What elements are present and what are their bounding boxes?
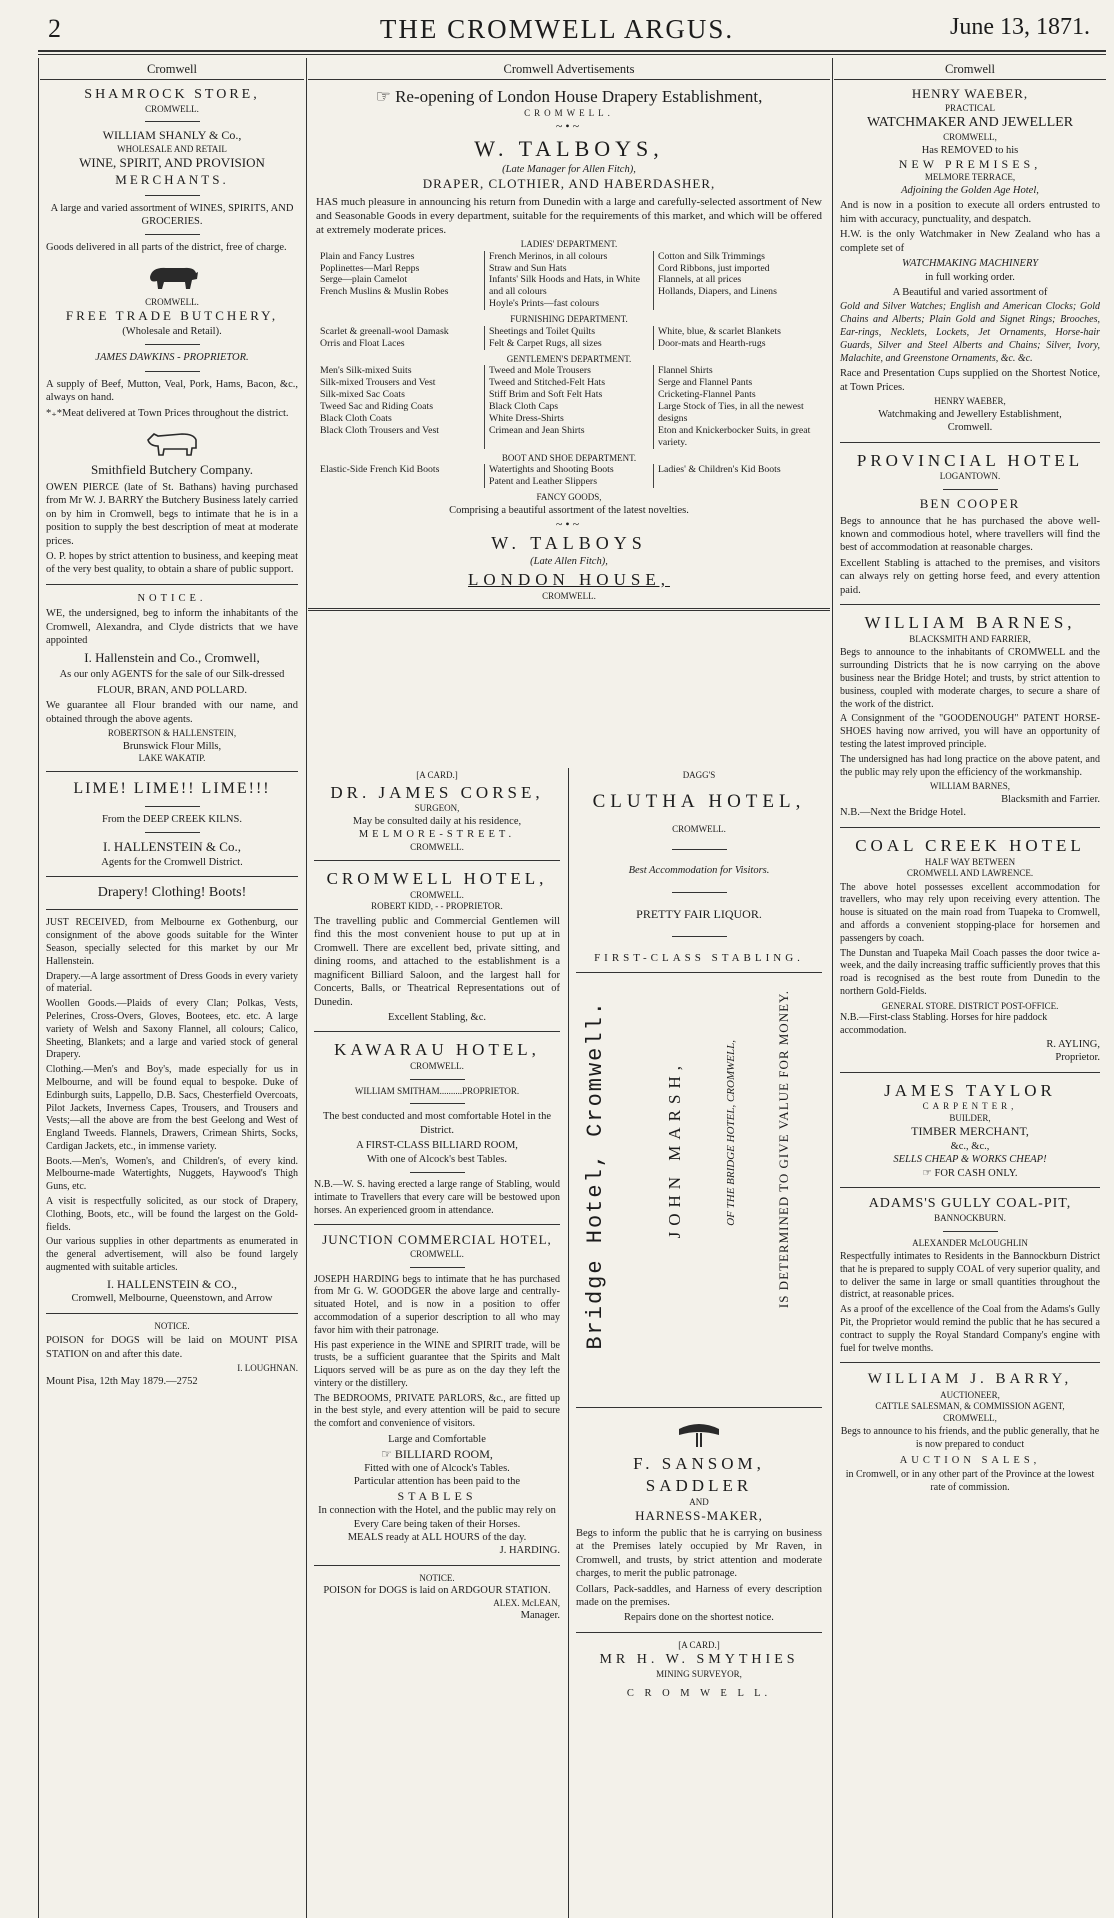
goods-line: FLOUR, BRAN, AND POLLARD.	[97, 684, 247, 696]
ad-body: Excellent Stabling is attached to the premises, and visitors can always rely on getting horse feed, and every attention paid.	[840, 557, 1100, 596]
ad-title: Bridge Hotel, Cromwell.	[583, 1000, 608, 1350]
ad-title: Drapery! Clothing! Boots!	[97, 885, 247, 901]
ad-body: Gold and Silver Watches; English and American Clocks; Gold Chains and Alberts; Plain Gold and Signet Rings; Brooches, Ear-rings, Necklets, Lockets, Jet Ornaments, Horse-hair Guards, Silver and Steel Alberts and Chains; Silver, Ivory, Malachite, and Greenstone Ornaments, &c. &c.	[840, 301, 1100, 364]
ad-title: WILLIAM BARNES,	[864, 613, 1076, 633]
ad-body: In connection with the Hotel, and the public may rely on	[318, 1505, 556, 1517]
ad-body: And is now in a position to execute all orders entrusted to him with accuracy, punctuality, and despatch.	[840, 200, 1100, 225]
ad-body: *₊*Meat delivered at Town Prices throughout the district.	[46, 407, 289, 419]
ad-body: JUST RECEIVED, from Melbourne ex Gothenburg, our consignment of the above goods suitable for the Winter Season, specially selected for this market by our Mr Hallenstein.	[46, 917, 298, 967]
ad-body: Watchmaking and Jewellery Establishment,	[878, 408, 1062, 420]
firm-name: ROBERTSON & HALLENSTEIN,	[107, 728, 237, 738]
furnishing-department: Scarlet & greenall-wool Damask Orris and Float Laces Sheetings and Toilet Quilts Felt & Carpet Rugs, all sizes White, blue, & scarlet Blankets Door-mats and Hearth-rugs	[316, 326, 822, 350]
ad-place: CROMWELL.	[145, 103, 199, 114]
proprietor-line: JAMES DAWKINS - PROPRIETOR.	[95, 352, 249, 364]
ad-place: C R O M W E L L.	[626, 1687, 772, 1699]
trade-line: BLACKSMITH AND FARRIER,	[909, 633, 1031, 644]
ad-title: JUNCTION COMMERCIAL HOTEL,	[322, 1232, 552, 1248]
ox-woodcut-icon	[142, 424, 202, 458]
ad-body: The Dunstan and Tuapeka Mail Coach passes the door twice a-week, and the daily increasing traffic sufficiently proves that this road is recognised as the best route from Dunedin to the northern Gold-Fields.	[840, 947, 1100, 997]
firm-name: I. HALLENSTEIN & Co.,	[103, 839, 241, 855]
bridge-hotel-ad	[576, 980, 822, 1400]
ad-body: Collars, Pack-saddles, and Harness of every description made on the premises.	[576, 1583, 822, 1609]
ornament: ~•~	[555, 517, 583, 532]
ad-subtitle: (Wholesale and Retail).	[122, 326, 222, 337]
ad-body: PRETTY FAIR LIQUOR.	[636, 906, 762, 921]
ad-place: CROMWELL,	[943, 1412, 997, 1423]
card-label: [A CARD.]	[678, 1639, 720, 1650]
ad-place: CROMWELL,	[943, 132, 997, 143]
ad-title: CROMWELL HOTEL,	[326, 869, 548, 889]
ad-subtitle: OF THE BRIDGE HOTEL, CROMWELL,	[725, 1040, 737, 1226]
ad-body: ☞ FOR CASH ONLY.	[922, 1167, 1018, 1179]
masthead-rule	[38, 50, 1106, 52]
ad-place: BANNOCKBURN.	[934, 1213, 1006, 1224]
ad-body: O. P. hopes by strict attention to business, and keeping meat of the very best quality, to obtain a share of public support.	[46, 551, 298, 576]
ad-place: CROMWELL.	[410, 889, 464, 900]
trade-line: MERCHANTS.	[115, 171, 229, 187]
ad-title: ADAMS'S GULLY COAL-PIT,	[868, 1196, 1072, 1212]
signature: J. HARDING.	[499, 1545, 560, 1557]
ad-title: HENRY WAEBER,	[911, 86, 1029, 101]
page-number: 2	[48, 14, 61, 43]
signature-role: Blacksmith and Farrier.	[1001, 793, 1100, 805]
ad-place: LAKE WAKATIP.	[138, 752, 206, 763]
ad-body: With one of Alcock's best Tables.	[367, 1153, 507, 1165]
ad-body: POISON for DOGS will be laid on MOUNT PISA STATION on and after this date.	[46, 1335, 298, 1360]
ad-title: KAWARAU HOTEL,	[334, 1040, 540, 1060]
ad-address: MELMORE TERRACE,	[924, 172, 1016, 183]
ad-title: Smithfield Butchery Company.	[91, 462, 253, 478]
firm-name: WILLIAM SHANLY & Co.,	[102, 128, 242, 143]
ad-body: Adjoining the Golden Age Hotel,	[901, 184, 1039, 196]
ad-body: Our various supplies in other departments as enumerated in the general advertisement, will also be found largely augmented with suitable articles.	[46, 1236, 298, 1274]
ad-body: Has REMOVED to his	[921, 144, 1019, 156]
ad-place: CROMWELL.	[410, 1061, 464, 1072]
ad-subtitle: (Late Manager for Allen Fitch),	[502, 163, 636, 175]
ad-subtitle: (Late Allen Fitch),	[530, 556, 608, 568]
ad-body: OWEN PIERCE (late of St. Bathans) having purchased from Mr W. J. BARRY the Butchery Business lately carried on by him in Cromwell, begs to intimate that he is in a position to supply the best description of meat at moderate prices.	[46, 481, 298, 547]
signature: R. AYLING,	[1046, 1038, 1100, 1050]
ad-body: Respectfully intimates to Residents in the Bannockburn District that he is prepared to supply COAL of very superior quality, and to deliver the same in large or small quantities throughout the district, at reasonable prices.	[840, 1251, 1100, 1301]
right-column	[834, 58, 1106, 1916]
middle-left-subcolumn	[308, 770, 566, 1623]
proprietor-name: ALEXANDER McLOUGHLIN	[912, 1237, 1028, 1248]
gentlemens-department: Men's Silk-mixed Suits Silk-mixed Trousers and Vest Silk-mixed Sac Coats Tweed Sac and Riding Coats Black Cloth Coats Black Cloth Trousers and Vest Tweed and Mole Trousers Tweed and Stitched-Felt Hats Stiff Brim and Soft Felt Hats Black Cloth Caps White Dress-Shirts Crimean and Jean Shirts Flannel Shirts Serge and Flannel Pants Cricketing-Flannel Pants Large Stock of Ties, in all the newest designs Eton and Knickerbocker Suits, in great variety.	[316, 365, 822, 449]
pointing-hand-icon: ☞	[375, 87, 396, 106]
ad-subtitle: Brunswick Flour Mills,	[122, 740, 222, 752]
ad-title: PROVINCIAL HOTEL	[856, 450, 1084, 470]
ad-body: Woollen Goods.—Plaids of every Clan; Polkas, Vests, Pelerines, Cross-Overs, Gloves, Bootees, etc. etc. A large variety of Welsh and Saxony Flannel, all colours; Calico, Sheeting, Blankets; and a large and varied stock of general Drapery.	[46, 998, 298, 1061]
ad-body: Fitted with one of Alcock's Tables.	[364, 1462, 510, 1474]
boot-department: Elastic-Side French Kid Boots Watertights and Shooting Boots Patent and Leather Slippers Ladies' & Children's Kid Boots	[316, 464, 822, 488]
trade-line: WATCHMAKER AND JEWELLER	[866, 115, 1074, 131]
ad-title: SHAMROCK STORE,	[84, 87, 260, 102]
ladies-department: Plain and Fancy Lustres Poplinettes—Marl Repps Serge—plain Camelot French Muslins & Muslin Robes French Merinos, in all colours Straw and Sun Hats Infants' Silk Hoods and Hats, in White and all colours Hoyle's Prints—fast colours Cotton and Silk Trimmings Cord Ribbons, just imported Flannels, at all prices Hollands, Diapers, and Linens	[316, 251, 822, 311]
ad-place: Cromwell.	[947, 422, 993, 434]
ad-body: POISON for DOGS is laid on ARDGOUR STATION.	[323, 1585, 551, 1597]
department-heading: GENTLEMEN'S DEPARTMENT.	[506, 353, 632, 364]
signature: WILLIAM BARNES,	[930, 781, 1010, 792]
ad-body: A large and varied assortment of WINES, SPIRITS, AND GROCERIES.	[50, 202, 294, 227]
ad-body: Begs to inform the public that he is carrying on business at the Premises lately occupied by Mr Raven, in Cromwell, and trusts, by strict attention and moderate charges, to merit the public patronage.	[576, 1527, 822, 1580]
department-heading: BOOT AND SHOE DEPARTMENT.	[501, 452, 637, 463]
notice-title: NOTICE.	[154, 1320, 190, 1331]
ad-body: NEW PREMISES,	[898, 157, 1042, 171]
ad-body: A FIRST-CLASS BILLIARD ROOM,	[356, 1140, 518, 1152]
ad-body: A Consignment of the "GOODENOUGH" PATENT HORSE-SHOES having now arrived, you will have an opportunity of testing the latest improved principle.	[840, 713, 1100, 750]
ad-subtitle: From the DEEP CREEK KILNS.	[102, 813, 242, 825]
ad-body: The best conducted and most comfortable Hotel in the District.	[322, 1111, 552, 1136]
signature-role: Proprietor.	[1055, 1052, 1100, 1064]
agent-name: I. Hallenstein and Co., Cromwell,	[84, 649, 260, 665]
ad-place: CROMWELL.	[145, 296, 199, 307]
ad-title: FREE TRADE BUTCHERY,	[65, 308, 279, 324]
ad-subtitle: PRACTICAL	[944, 102, 995, 113]
ad-body: His past experience in the WINE and SPIRIT trade, will be trusts, be a sufficient guarantee that the Spirits and Malt Liquors served will be as pure as on the day they left the vintery or the distillery.	[314, 1339, 560, 1389]
saddle-woodcut-icon	[669, 1415, 729, 1449]
ad-body: GENERAL STORE. DISTRICT POST-OFFICE.	[881, 1000, 1059, 1011]
ad-place: CROMWELL.	[542, 590, 596, 601]
signature: HENRY WAEBER,	[934, 396, 1006, 407]
ornament: ~•~	[555, 119, 583, 134]
ad-subtitle: CROMWELL AND LAWRENCE.	[906, 868, 1034, 879]
ad-title: MR H. W. SMYTHIES	[599, 1652, 799, 1668]
ad-body: STABLES	[397, 1488, 477, 1503]
ad-body: Goods delivered in all parts of the district, free of charge.	[46, 242, 287, 254]
masthead-rule-thin	[38, 54, 1106, 55]
column-divider	[306, 58, 307, 1918]
column-header: Cromwell Advertisements	[308, 58, 830, 80]
newspaper-title: THE CROMWELL ARGUS.	[379, 14, 735, 44]
trade-line: WINE, SPIRIT, AND PROVISION	[79, 155, 265, 171]
proprietor-name: BEN COOPER	[919, 495, 1021, 511]
ad-subtitle: AND	[689, 1496, 709, 1507]
trade-line: DRAPER, CLOTHIER, AND HABERDASHER,	[422, 176, 716, 192]
notice-title: NOTICE.	[137, 592, 207, 604]
ad-body: JOSEPH HARDING begs to intimate that he has purchased from Mr G. W. GOODGER the above large and centrally-situated Hotel, and is now in a position to offer accommodation of a superior description to all who may favor him with their patronage.	[314, 1273, 560, 1336]
ad-title: F. SANSOM, SADDLER	[633, 1454, 765, 1495]
ad-body: Best Accommodation for Visitors.	[628, 865, 770, 877]
proprietor-name: W. TALBOYS	[491, 533, 647, 554]
ad-body: H.W. is the only Watchmaker in New Zealand who has a complete set of	[840, 229, 1100, 254]
column-header: Cromwell	[40, 58, 304, 80]
signature: ALEX. McLEAN,	[493, 1597, 560, 1608]
ad-body: Every Care being taken of their Horses.	[353, 1518, 521, 1530]
trade-line: CARPENTER,	[922, 1101, 1018, 1112]
ad-body: HAS much pleasure in announcing his return from Dunedin with a large and carefully-selected assortment of New and Seasonable Goods in every department, suitable for the requirements of this market, and which will be offered at extremely moderate prices.	[316, 195, 822, 236]
column-divider	[38, 58, 39, 1918]
ad-body: As our only AGENTS for the sale of our Silk-dressed	[59, 669, 285, 681]
ad-address: MELMORE-STREET.	[358, 829, 516, 841]
ad-subtitle: AUCTIONEER,	[940, 1389, 1000, 1400]
department-heading: FANCY GOODS,	[536, 492, 602, 503]
ad-body: The above hotel possesses excellent accommodation for travellers, who may rely upon receiving every attention. The house is situated on the main road from Tuapeka to Cromwell, and affords a convenient stopping-place for horsemen and passengers by coach.	[840, 881, 1100, 944]
ad-subtitle: DAGG'S	[682, 770, 716, 780]
ad-body: May be consulted daily at his residence,	[352, 815, 522, 827]
ad-body: We guarantee all Flour branded with our name, and obtained through the above agents.	[46, 700, 298, 725]
ad-place: CROMWELL.	[672, 823, 726, 834]
ad-body: in Cromwell, or in any other part of the Province at the lowest rate of commission.	[845, 1469, 1095, 1494]
ad-body: N.B.—Next the Bridge Hotel.	[840, 807, 966, 819]
ad-title: COAL CREEK HOTEL	[855, 835, 1085, 855]
ad-title: WILLIAM J. BARRY,	[867, 1371, 1073, 1388]
ad-body: in full working order.	[925, 271, 1015, 283]
proprietor-line: ROBERT KIDD, - - PROPRIETOR.	[371, 901, 503, 912]
middle-column	[308, 58, 830, 1916]
ad-body: FIRST-CLASS STABLING.	[594, 952, 804, 965]
ad-body: &c., &c.,	[950, 1140, 990, 1152]
pointing-hand-icon: ☞	[381, 1446, 395, 1461]
ad-body: Begs to announce that he has purchased the above well-known and commodious hotel, where travellers will find the best of accommodation at reasonable charges.	[840, 515, 1100, 554]
house-name: LONDON HOUSE,	[468, 569, 670, 589]
ad-body: A visit is respectfully solicited, as our stock of Drapery, Clothing, Boots, etc., will be found the largest on the Gold-fields.	[46, 1196, 298, 1233]
middle-right-subcolumn	[570, 770, 828, 1700]
ad-body: Begs to announce to his friends, and the public generally, that he is now prepared to conduct	[840, 1426, 1100, 1450]
notice-date: Mount Pisa, 12th May 1879.—2752	[46, 1375, 198, 1387]
proprietor-name: W. TALBOYS,	[474, 135, 664, 161]
ad-subtitle: Agents for the Cromwell District.	[101, 857, 243, 868]
ad-title: DR. JAMES CORSE,	[330, 782, 544, 802]
ad-body: MEALS ready at ALL HOURS of the day.	[347, 1531, 527, 1543]
ad-body: Excellent Stabling, &c.	[388, 1012, 486, 1024]
trade-line: HARNESS-MAKER,	[635, 1508, 763, 1524]
ad-place: LOGANTOWN.	[939, 471, 1001, 482]
ad-body: Comprising a beautiful assortment of the latest novelties.	[449, 504, 689, 516]
issue-date: June 13, 1871.	[950, 14, 1090, 40]
firm-name: I. HALLENSTEIN & CO.,	[107, 1276, 237, 1291]
ad-body: N.B.—W. S. having erected a large range of Stabling, would intimate to Travellers that every care will be bestowed upon horses. An experienced groom in attendance.	[314, 1178, 560, 1216]
signature: I. LOUGHNAN.	[237, 1363, 298, 1374]
trade-line: BUILDER,	[949, 1112, 991, 1123]
ad-body: IS DETERMINED TO GIVE VALUE FOR MONEY.	[776, 990, 791, 1309]
signature-role: Manager.	[520, 1610, 560, 1622]
ad-body: Repairs done on the shortest notice.	[624, 1612, 774, 1624]
ad-body: ☞ BILLIARD ROOM,	[381, 1446, 493, 1461]
column-header: Cromwell	[834, 58, 1106, 80]
ad-body: Drapery.—A large assortment of Dress Goods in every variety of material.	[46, 970, 298, 995]
ad-body: Clothing.—Men's and Boy's, made especially for us in Melbourne, and will be found equal to bespoke. Duke of Edinburgh suits, Lappello, D.B. Sacs, Chesterfield Overcoats, Pilot Jackets, Inverness Capes, Trousers, and Trousers and Vests;—all the above are from the best Geelong and West of England Tweeds. Flannels, Drawers, Crimean Shirts, Socks, Cardigan Jackets, etc., in immense variety.	[46, 1064, 298, 1152]
ad-body: N.B.—First-class Stabling. Horses for hire paddock accommodation.	[840, 1012, 1048, 1037]
ad-body: Boots.—Men's, Women's, and Children's, of every kind. Melbourne-made Watertights, Nuggets, Haywood's Thigh Guns, etc.	[46, 1155, 298, 1193]
ad-body: A supply of Beef, Mutton, Veal, Pork, Hams, Bacon, &c., always on hand.	[46, 378, 298, 404]
ad-title: LIME! LIME!! LIME!!!	[73, 780, 271, 798]
ad-body: As a proof of the excellence of the Coal from the Adams's Gully Pit, the Proprietor would remind the public that he has secured a contract to supply the Royal Standard Company's engine with fuel for twelve months.	[840, 1304, 1100, 1354]
ad-body: Particular attention has been paid to the	[353, 1476, 521, 1488]
department-heading: FURNISHING DEPARTMENT.	[510, 314, 628, 325]
ad-body: A Beautiful and varied assortment of	[892, 286, 1048, 298]
ad-subtitle: MINING SURVEYOR,	[656, 1669, 742, 1680]
ad-body: The BEDROOMS, PRIVATE PARLORS, &c., are fitted up in the best style, and every attention will be paid to secure the comfort and convenience of visitors.	[314, 1392, 560, 1430]
notice-title: NOTICE.	[419, 1572, 455, 1583]
ad-subtitle: WHOLESALE AND RETAIL	[117, 143, 227, 154]
ad-subtitle: SURGEON,	[414, 803, 460, 814]
ad-title: JAMES TAYLOR	[884, 1080, 1056, 1100]
ad-body: AUCTION SALES,	[899, 1454, 1041, 1466]
ad-place: CROMWELL.	[410, 1249, 464, 1259]
ad-place: CROMWELL.	[524, 107, 614, 118]
department-heading: LADIES' DEPARTMENT.	[520, 239, 618, 250]
pointing-hand-icon: ☞	[922, 1167, 935, 1179]
column-divider	[832, 58, 833, 1918]
ad-subtitle: HALF WAY BETWEEN	[924, 856, 1016, 867]
proprietor-name: JOHN MARSH,	[665, 1060, 684, 1239]
ad-place: CROMWELL.	[410, 841, 464, 852]
ad-body: Begs to announce to the inhabitants of CROMWELL and the surrounding Districts that he is now carrying on the above business near the Bridge Hotel; and trusts, by strict attention to business, coupled with moderate charges, to secure a share of the work of the district.	[840, 647, 1100, 710]
ad-body: The travelling public and Commercial Gentlemen will find this the most convenient house to put up at in Cromwell. There are excellent bed, private sitting, and dining rooms, and attached to the establishment is a magnificent Billiard Saloon, and the largest hall for Concerts, Balls, or Theatrical Representations out of Dunedin.	[314, 915, 560, 1008]
ad-title: ☞ Re-opening of London House Drapery Establishment,	[375, 87, 763, 106]
bull-woodcut-icon	[142, 259, 202, 293]
ad-body: WE, the undersigned, beg to inform the inhabitants of the Cromwell, Alexandra, and Clyde districts that we have appointed	[46, 608, 298, 647]
ad-body: The undersigned has had long practice on the above patent, and the public may rely upon the efficiency of the workmanship.	[840, 753, 1100, 778]
ad-body: Race and Presentation Cups supplied on the Shortest Notice, at Town Prices.	[840, 368, 1100, 393]
trade-line: TIMBER MERCHANT,	[911, 1124, 1029, 1139]
card-label: [A CARD.]	[416, 770, 458, 780]
ad-body: Large and Comfortable	[388, 1434, 486, 1446]
ad-subtitle: CATTLE SALESMAN, & COMMISSION AGENT,	[875, 1401, 1065, 1412]
ad-subtitle: Cromwell, Melbourne, Queenstown, and Arrow	[71, 1293, 273, 1305]
ad-body: SELLS CHEAP & WORKS CHEAP!	[893, 1154, 1047, 1166]
ad-title: CLUTHA HOTEL,	[592, 790, 806, 812]
ad-body: WATCHMAKING MACHINERY	[901, 258, 1039, 270]
left-column	[40, 58, 304, 1916]
proprietor-line: WILLIAM SMITHAM..........PROPRIETOR.	[354, 1085, 520, 1096]
